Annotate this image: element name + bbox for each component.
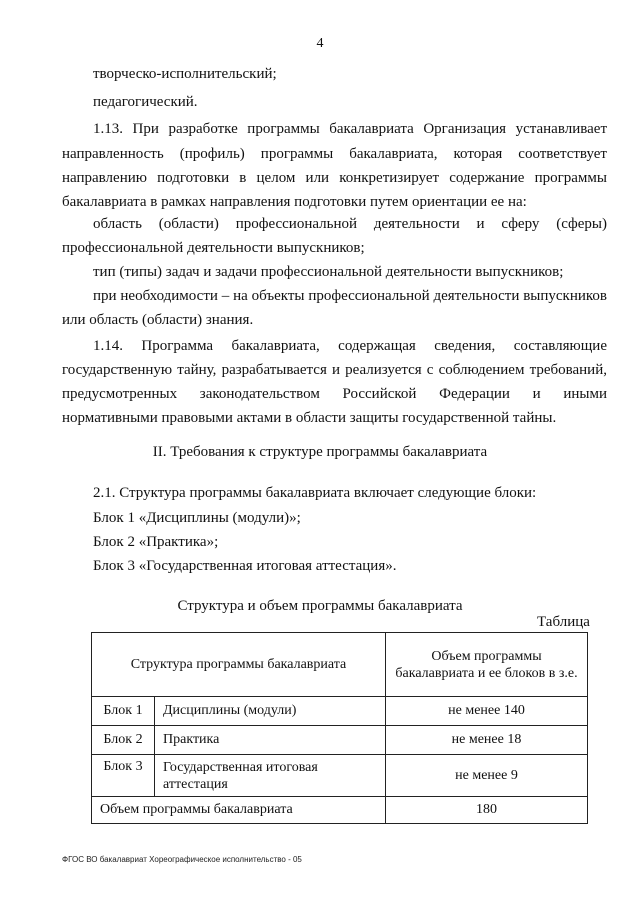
header-structure-cell: Структура программы бакалавриата (92, 633, 386, 697)
header-volume-cell: Объем программы бакалавриата и ее блоков в з.е. (386, 633, 588, 697)
table-header-row (92, 633, 588, 697)
text-line: профессиональной деятельности выпускников; (62, 240, 365, 256)
text-line: государственную тайну, разрабатывается и реализуется с соблюдением требований, (62, 362, 607, 378)
text-line: или область (области) знания. (62, 312, 254, 328)
page-footer: ФГОС ВО бакалавриат Хореографическое исполнительство - 05 (62, 855, 302, 864)
text-line: 2.1. Структура программы бакалавриата включает следующие блоки: (93, 485, 537, 501)
text-line: при необходимости – на объекты профессиональной деятельности выпускников (93, 288, 607, 304)
paragraph-1-13-start: 1.13. При разработке программы бакалавриата Организация устанавливает (93, 121, 607, 137)
text-line: Блок 3 «Государственная итоговая аттестация». (93, 558, 397, 574)
text-line: предусмотренных законодательством Российской Федерации и иными (62, 386, 607, 402)
text-line: направленность (профиль) программы бакалавриата, которая соответствует (62, 146, 607, 162)
paragraph-1-14-start: 1.14. Программа бакалавриата, содержащая сведения, составляющие (93, 338, 607, 354)
block-cell: Блок 3 (92, 755, 155, 797)
table-total-row (92, 797, 588, 824)
block-cell: Блок 1 (92, 697, 155, 726)
block-cell: Блок 2 (92, 726, 155, 755)
text-line: направлению подготовки в целом или конкретизирует содержание программы (62, 170, 607, 186)
block-name-cell: Дисциплины (модули) (155, 697, 386, 726)
text-line: Блок 1 «Дисциплины (модули)»; (93, 510, 301, 526)
block-name-cell: Государственная итоговая аттестация (155, 755, 386, 797)
volume-cell: не менее 18 (386, 726, 588, 755)
block-name-cell: Практика (155, 726, 386, 755)
volume-cell: не менее 140 (386, 697, 588, 726)
total-label-cell: Объем программы бакалавриата (92, 797, 386, 824)
section-heading: II. Требования к структуре программы бакалавриата (152, 444, 488, 460)
text-line: бакалавриата в рамках направления подготовки путем ориентации ее на: (62, 194, 527, 210)
table-label: Таблица (537, 614, 590, 630)
total-value-cell: 180 (386, 797, 588, 824)
page-number: 4 (316, 36, 324, 51)
volume-cell: не менее 9 (386, 755, 588, 797)
table-row (92, 755, 588, 797)
text-line: область (области) профессиональной деятельности и сферу (сферы) (93, 216, 607, 232)
program-structure-table (91, 632, 588, 824)
table-row (92, 726, 588, 755)
text-line: Блок 2 «Практика»; (93, 534, 219, 550)
text-line: творческо-исполнительский; (93, 66, 277, 82)
table-row (92, 697, 588, 726)
text-line: педагогический. (93, 94, 198, 110)
text-line: нормативными правовыми актами в области защиты государственной тайны. (62, 410, 557, 426)
table-title: Структура и объем программы бакалавриата (177, 598, 463, 614)
text-line: тип (типы) задач и задачи профессиональной деятельности выпускников; (93, 264, 564, 280)
